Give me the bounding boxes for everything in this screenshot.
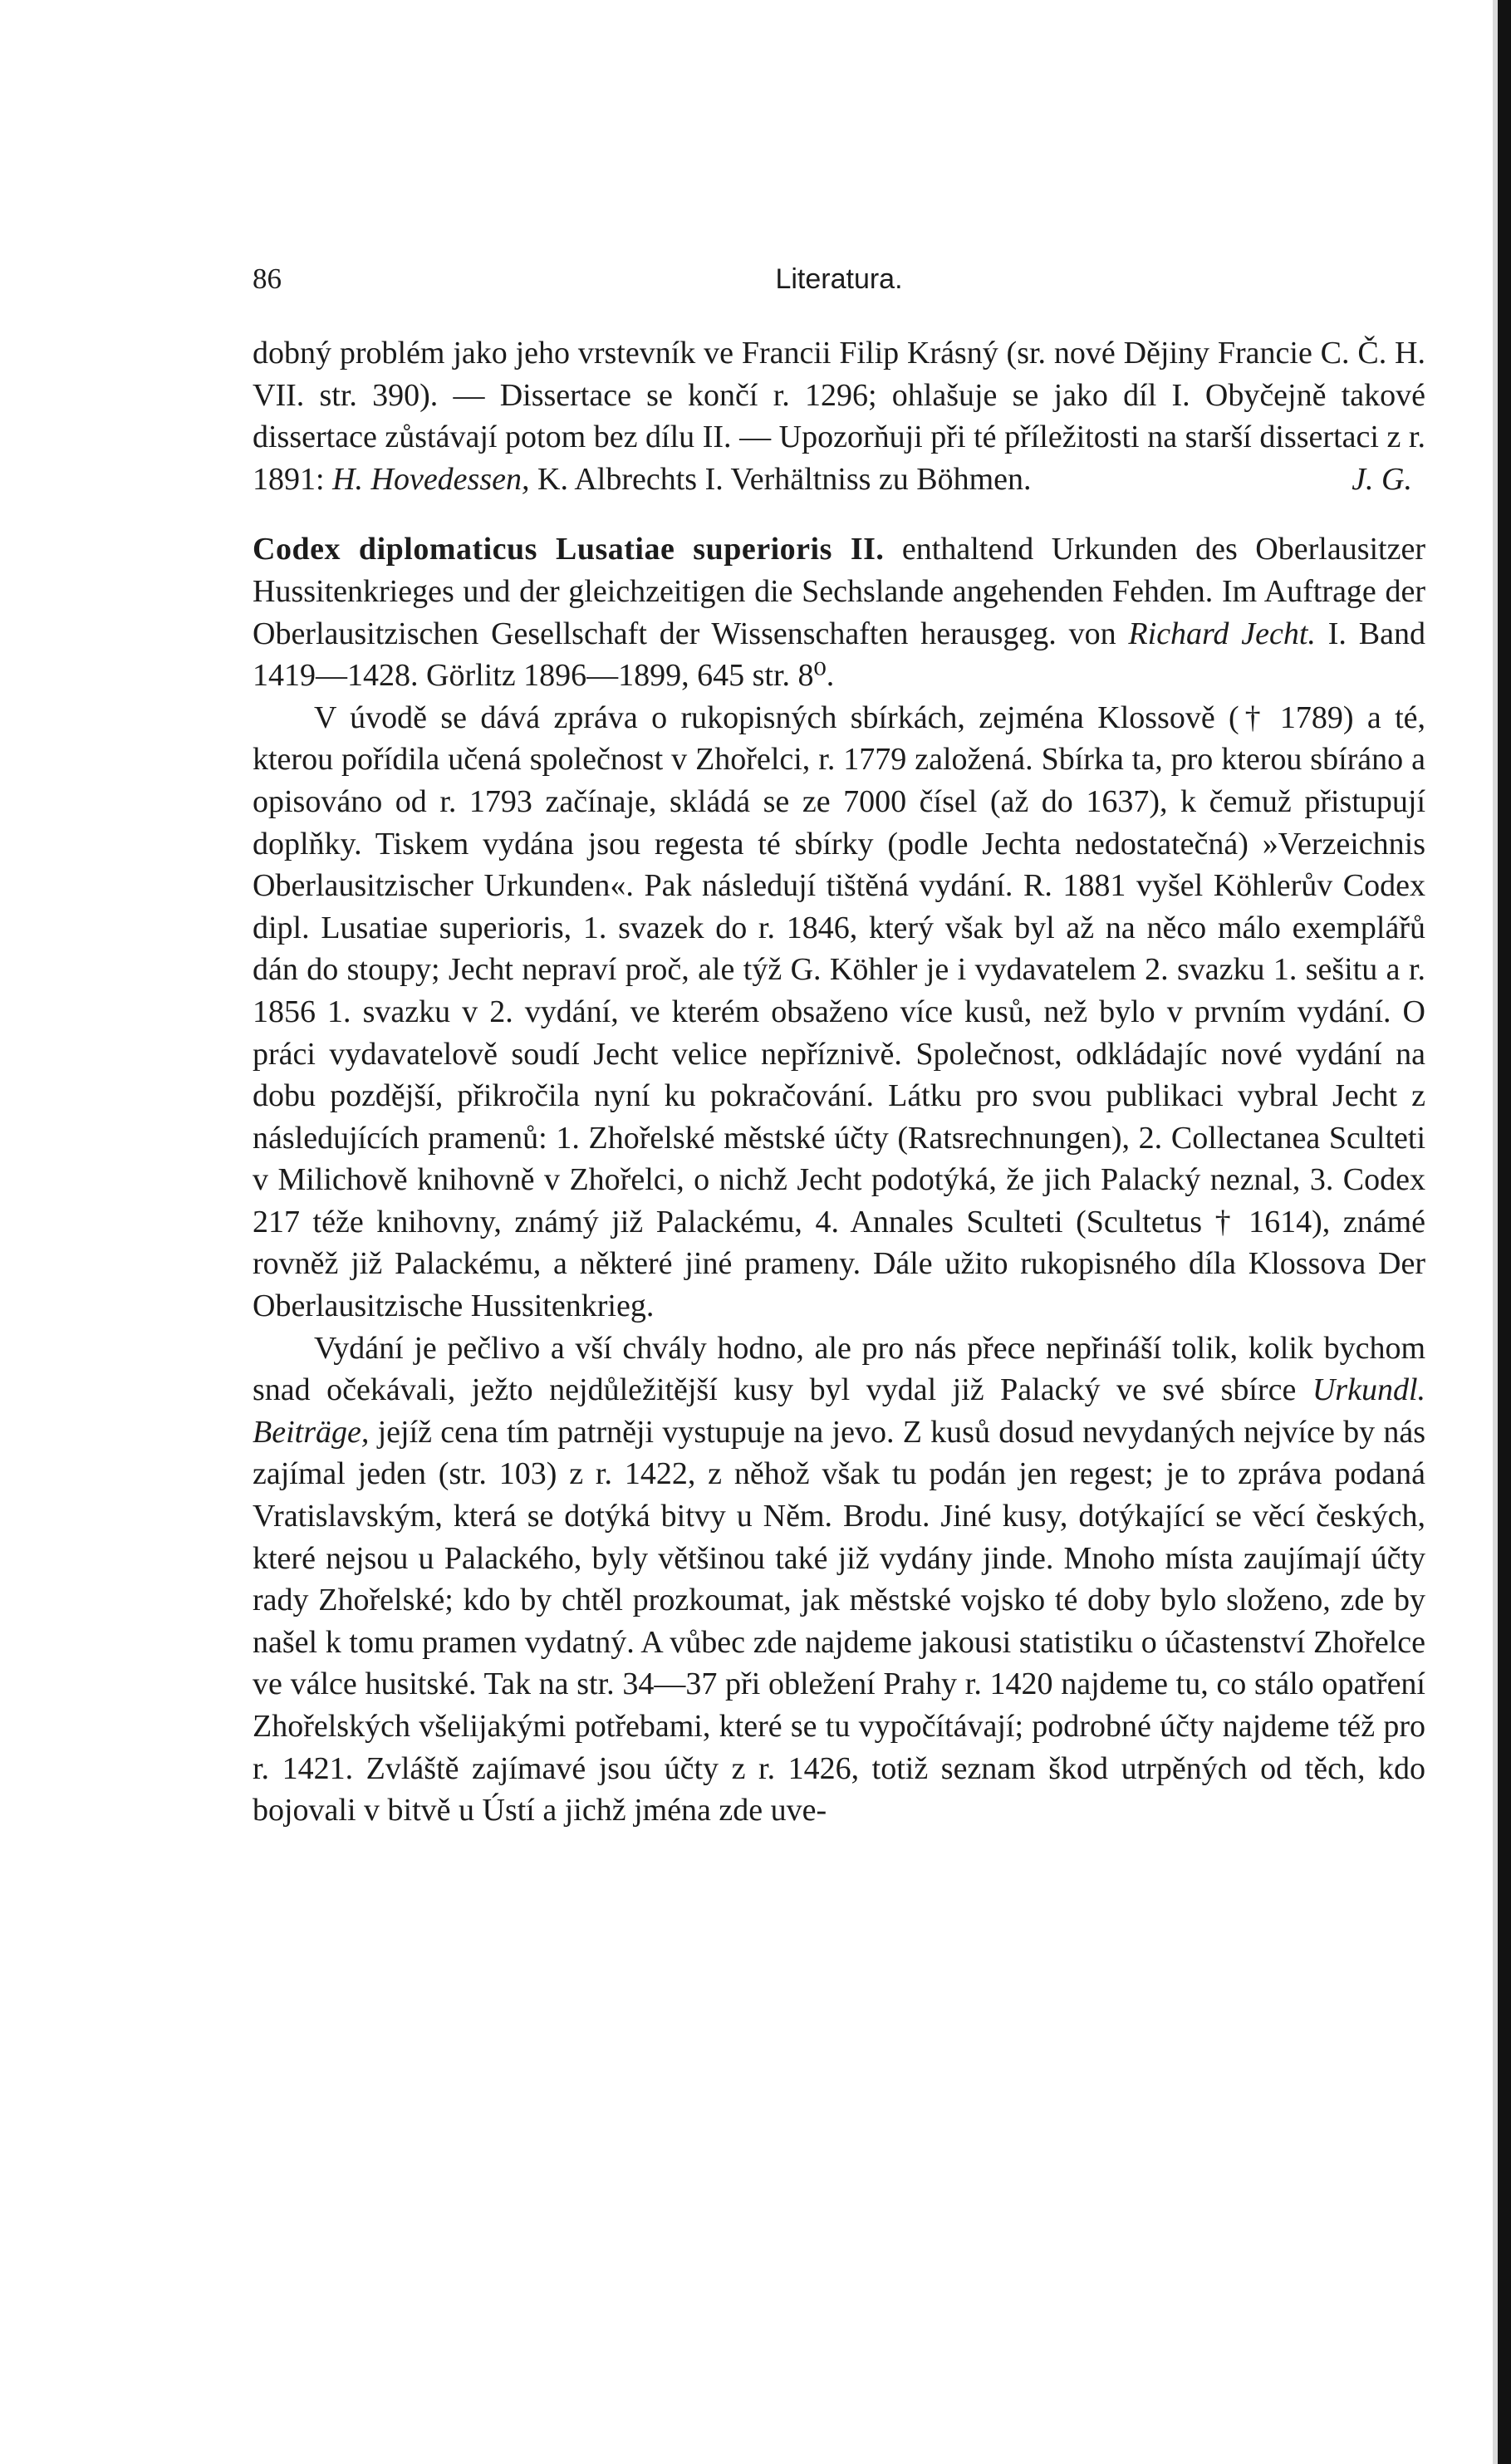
review2-paragraph-2 [253,1328,1425,1832]
review1-author: H. Hovedessen, [332,461,530,497]
section-title: Literatura. [775,263,903,295]
review2-text-a: enthaltend Urkunden des Oberlausitzer Hussitenkrieges und der gleichzeitigen die Sechslande angehenden Fehden. Im Auftrage der Oberlausitzischen Gesellschaft der Wissenschaften herausgeg. von [253,532,1425,651]
review2-paragraph-2-b: jejíž cena tím patrněji vystupuje na jevo. Z kusů dosud nevydaných nejvíce by nás zajímal jeden (str. 103) z r. 1422, z něhož však tu podán jen regest; je to zpráva podaná Vratislavským, která se dotýká bitvy u Něm. Brodu. Jiné kusy, dotýkající se věcí českých, které nejsou u Palackého, byly většinou také již vydány jinde. Mnoho místa zaujímají účty rady Zhořelské; kdo by chtěl prozkoumat, jak městské vojsko té doby bylo složeno, zde by našel k tomu pramen vydatný. A vůbec zde najdeme jakousi statistiku o účastenství Zhořelce ve válce husitské. Tak na str. 34—37 při obležení Prahy r. 1420 najdeme tu, co stálo opatření Zhořelských všelijakými potřebami, které se tu vypočítávají; podrobné účty najdeme též pro r. 1421. Zvláště zajímavé jsou účty z r. 1426, totiž seznam škod utrpěných od těch, kdo bojovali v bitvě u Ústí a jichž jména zde uve- [253,1414,1425,1828]
review-continuation [253,332,1425,500]
page-number: 86 [253,263,282,295]
review1-text-b: K. Albrechts I. Verhältniss zu Böhmen. [529,461,1032,497]
document-page [253,259,1425,1832]
review2-title: Codex diplomaticus Lusatiae superioris II. [253,532,885,567]
review2-paragraph-1: V úvodě se dává zpráva o rukopisných sbírkách, zejména Klossově († 1789) a té, kterou pořídila učená společnost v Zhořelci, r. 1779 založená. Sbírka ta, pro kterou sbíráno a opisováno od r. 1793 začínaje, skládá se ze 7000 čísel (až do 1637), k čemuž přistupují doplňky. Tiskem vydána jsou regesta té sbírky (podle Jechta nedostatečná) »Verzeichnis Oberlausitzischer Urkunden«. Pak následují tištěná vydání. R. 1881 vyšel Köhlerův Codex dipl. Lusatiae superioris, 1. svazek do r. 1846, který však byl až na něco málo exemplářů dán do stoupy; Jecht nepraví proč, ale týž G. Köhler je i vydavatelem 2. svazku 1. sešitu a r. 1856 1. svazku v 2. vydání, ve kterém obsaženo více kusů, než bylo v prvním vydání. O práci vydavatelově soudí Jecht velice nepříznivě. Společnost, odkládajíc nové vydání na dobu pozdější, přikročila nyní ku pokračování. Látku pro svou publikaci vybral Jecht z následujících pramenů: 1. Zhořelské městské účty (Ratsrechnungen), 2. Collectanea Sculteti v Milichově knihovně v Zhořelci, o nichž Jecht podotýká, že jich Palacký neznal, 3. Codex 217 téže knihovny, známý již Palackému, 4. Annales Sculteti (Scultetus † 1614), známé rovněž již Palackému, a některé jiné prameny. Dále užito rukopisného díla Klossova Der Oberlausitzische Hussitenkrieg. [253,699,1425,1324]
review2-heading [253,528,1425,696]
review1-text-a: dobný problém jako jeho vrstevník ve Francii Filip Krásný (sr. nové Dějiny Francie C. Č. H. VII. str. 390). — Dissertace se končí r. 1296; ohlašuje se jako díl I. Obyčejně takové dissertace zůstávají potom bez dílu II. — Upozorňuji při té příležitosti na starší dissertaci z r. 1891: [253,336,1425,497]
review1-signature: J. G. [1352,461,1412,497]
review2-editor: Richard Jecht. [1128,616,1316,651]
review2-text-b: I. Band 1419—1428. Görlitz 1896—1899, 645 str. 8⁰. [253,616,1425,694]
scan-border [1498,0,1511,2464]
running-head [253,259,1425,299]
review2-paragraph-2-a: Vydání je pečlivo a vší chvály hodno, ale pro nás přece nepřináší tolik, kolik bychom snad očekávali, ježto nejdůležitější kusy byl vydal již Palacký ve své sbírce [253,1330,1425,1408]
review2-cited-work: Urkundl. Beiträge, [253,1372,1425,1450]
